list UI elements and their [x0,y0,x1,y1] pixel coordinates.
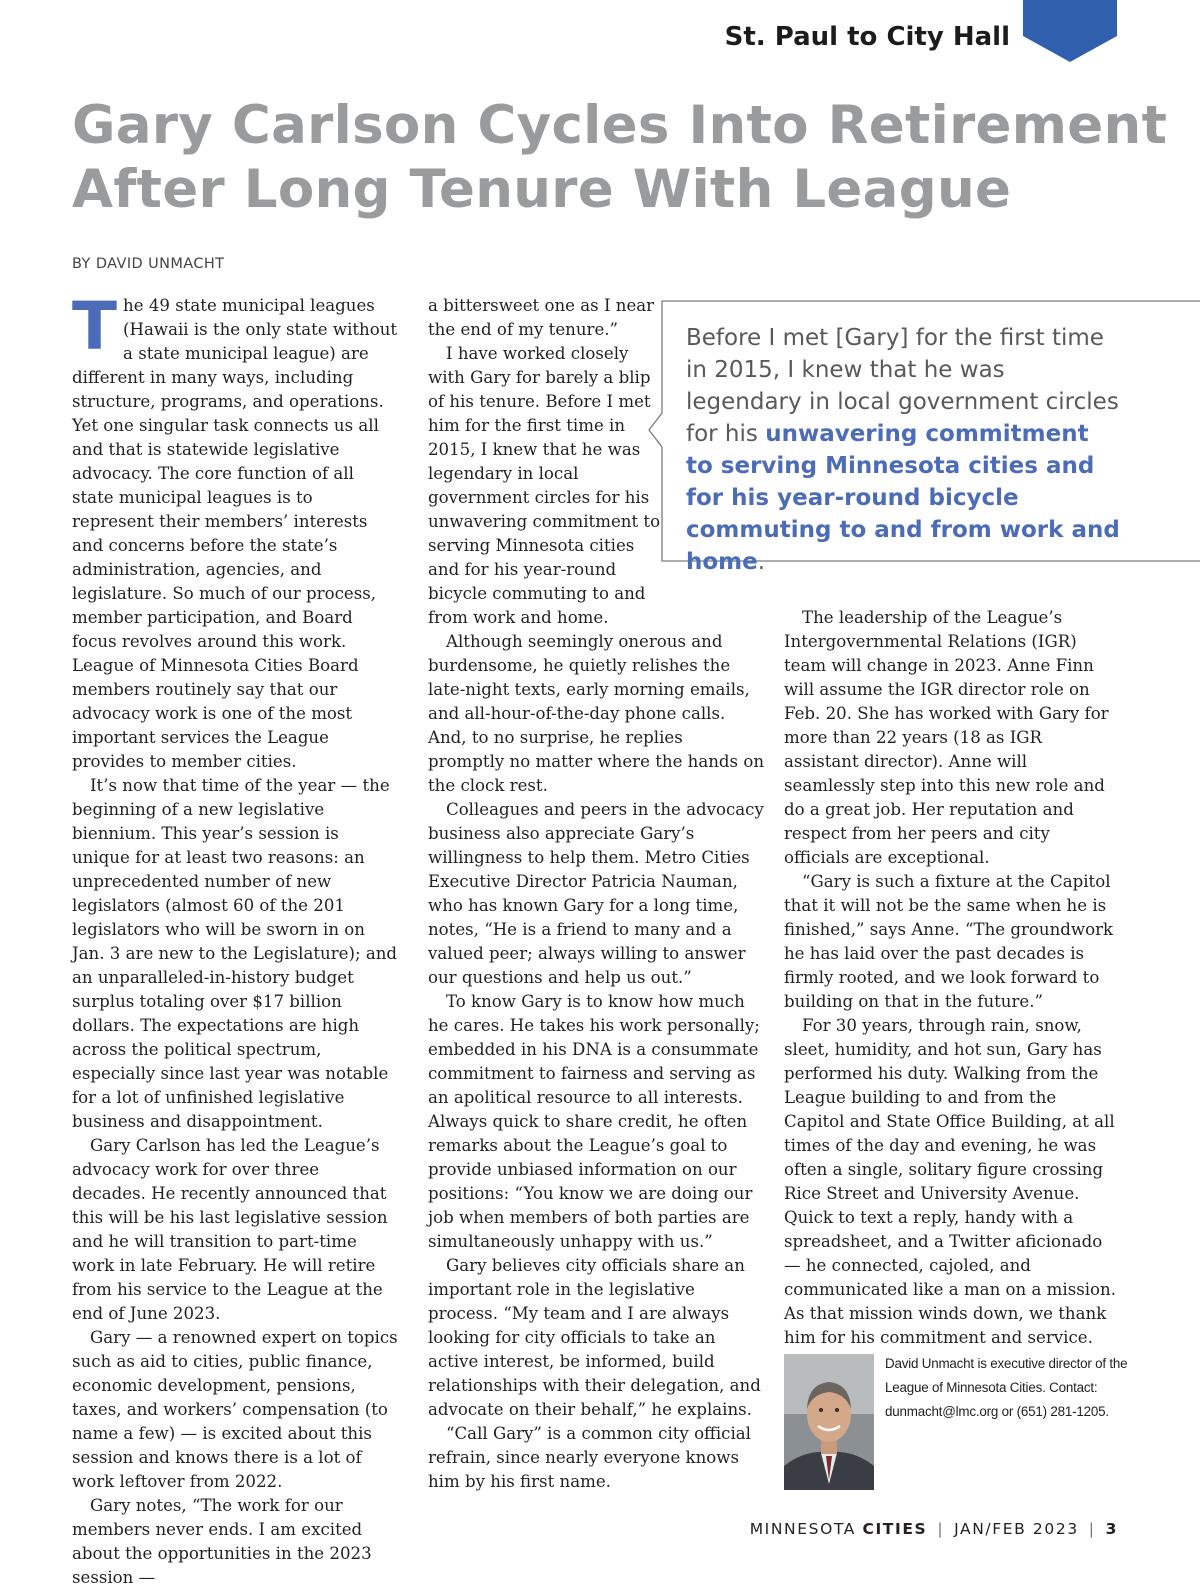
headline: Gary Carlson Cycles Into Retirement After Long Tenure With League [72,95,1168,220]
pull-quote-highlight: unwavering commitment to serving Minnesota cities and for his year-round bicycle commuting to and from work and home [686,421,1120,575]
paragraph [784,1014,1119,1374]
corner-tab-graphic [1023,0,1117,62]
paragraph: a bittersweet one as I near the end of my tenure.” [428,296,655,339]
pull-quote-text [686,322,1122,578]
paragraph-text: For 30 years, through rain, snow, sleet, humidity, and hot sun, Gary has performed his duty. Walking from the League building to and from the Capitol and State Office Building, at all times of the day and evening, he was often a single, solitary figure crossing Rice Street and University Avenue. Quick to text a reply, handy with a spreadsheet, and a Twitter aficionado — he connected, cajoled, and communicated like a man on a mission. As that mission winds down, we thank him for his commitment and service. [784,1016,1116,1347]
issue-date: JAN/FEB 2023 [954,1520,1079,1538]
page-number: 3 [1105,1520,1118,1538]
byline: BY DAVID UNMACHT [72,256,225,272]
paragraph: Gary Carlson has led the League’s advocacy work for over three decades. He recently announced that this will be his last legislative session and he will transition to part-time work in late February. He will retire from his service to the League at the end of June 2023. [72,1136,388,1323]
paragraph: Although seemingly onerous and burdensome, he quietly relishes the late-night texts, early morning emails, and all-hour-of-the-day phone calls. And, to no surprise, he replies promptly no matter where the hands on the clock rest. [428,632,765,795]
paragraph: Colleagues and peers in the advocacy business also appreciate Gary’s willingness to help them. Metro Cities Executive Director Patricia Nauman, who has known Gary for a long time, notes, “He is a friend to many and a valued peer; always willing to answer our questions and help us out.” [428,800,764,987]
paragraph: The leadership of the League’s Intergovernmental Relations (IGR) team will change in 2023. Anne Finn will assume the IGR director role on Feb. 20. She has worked with Gary for more than 22 years (18 as IGR assistant director). Anne will seamlessly step into this new role and do a great job. Her reputation and respect from her peers and city officials are exceptional. [784,608,1109,867]
paragraph: It’s now that time of the year — the beginning of a new legislative biennium. This year’s session is unique for at least two reasons: an unprecedented number of new legislators (almost 60 of the 201 legislators who will be sworn in on Jan. 3 are new to the Legislature); and an unparalleled-in-history budget surplus totaling over $17 billion dollars. The expectations are high across the political spectrum, especially since last year was notable for a lot of unfinished legislative business and disappointment. [72,776,398,1131]
author-photo [784,1354,874,1490]
pull-quote [648,300,1200,575]
pull-quote-plain: Before I met [Gary] for the first time in 2015, I knew that he was legendary in local government circles for his [686,325,1119,447]
pull-quote-end: . [757,549,766,575]
paragraph: “Gary is such a fixture at the Capitol that it will not be the same when he is finished,” says Anne. “The groundwork he has laid over the past decades is firmly rooted, and we look forward to building on that in the future.” [784,872,1114,1011]
paragraph: Gary notes, “The work for our members never ends. I am excited about the opportunities in the 2023 session — [72,1496,372,1587]
paragraph: Gary — a renowned expert on topics such as aid to cities, public finance, economic development, pensions, taxes, and workers’ compensation (to name a few) — is excited about this session and knows there is a lot of work leftover from 2022. [72,1328,398,1491]
paragraph: he 49 state municipal leagues (Hawaii is the only state without a state municipal league) are different in many ways, including structure, programs, and operations. [72,296,398,411]
magazine-name-bold: CITIES [862,1520,928,1538]
footer-separator: | [937,1520,945,1538]
article-column-1 [72,288,398,1590]
magazine-name-light: MINNESOTA [749,1520,863,1538]
paragraph: Yet one singular task connects us all and that is statewide legislative advocacy. The core function of all state municipal leagues is to represent their members’ interests and concerns before the state’s administration, agencies, and legislature. So much of our process, member participation, and Board focus revolves around this work. League of Minnesota Cities Board members routinely say that our advocacy work is one of the most important services the League provides to member cities. [72,416,379,771]
section-label: St. Paul to City Hall [724,22,1010,52]
page-footer [750,1520,1118,1538]
paragraph: To know Gary is to know how much he cares. He takes his work personally; embedded in his DNA is a consummate commitment to fairness and serving as an apolitical resource to all interests. Always quick to share credit, he often remarks about the League’s goal to provide unbiased information on our positions: “You know we are doing our job when members of both parties are simultaneously unhappy with us.” [428,992,760,1251]
author-bio: David Unmacht is executive director of the League of Minnesota Cities. Contact: dunmacht@lmc.org or (651) 281-1205. [885,1356,1128,1419]
article-column-3 [784,606,1119,1374]
footer-separator: | [1088,1520,1096,1538]
drop-cap: T [72,288,118,365]
paragraph: Gary believes city officials share an important role in the legislative process. “My team and I are always looking for city officials to take an active interest, be informed, build relationships with their delegation, and advocate on their behalf,” he explains. [428,1256,761,1419]
paragraph: “Call Gary” is a common city official refrain, since nearly everyone knows him by his first name. [428,1424,751,1491]
paragraph: I have worked closely with Gary for barely a blip of his tenure. Before I met him for the first time in 2015, I knew that he was legendary in local government circles for his unwavering commitment to serving Minnesota cities and for his year-round bicycle commuting to and from work and home. [428,344,661,627]
